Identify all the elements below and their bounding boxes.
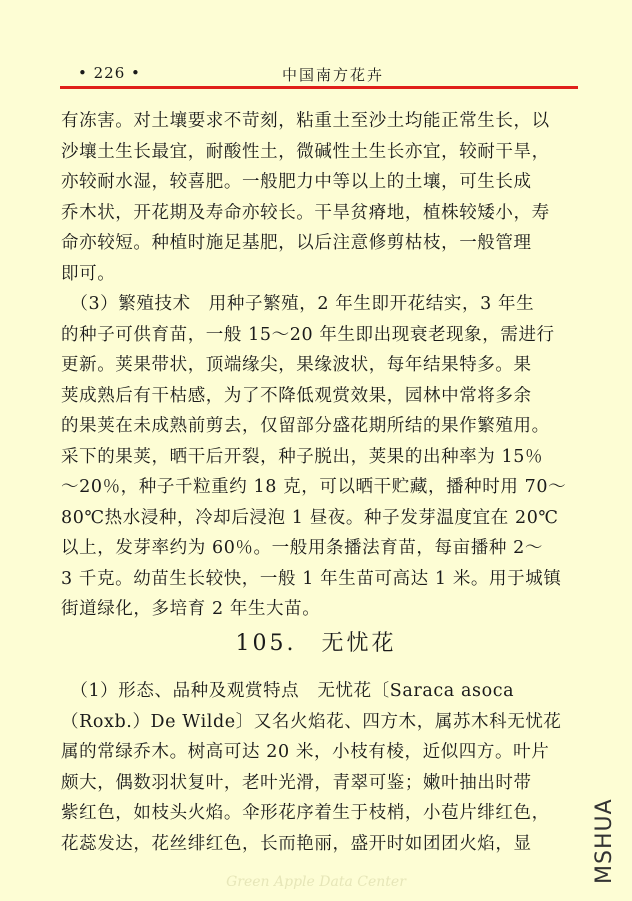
text-line: 花蕊发达，花丝绯红色，长而艳丽，盛开时如团团火焰，显: [61, 833, 532, 854]
text-line: 颇大，偶数羽状复叶，老叶光滑，青翠可鉴；嫩叶抽出时带: [61, 772, 532, 793]
text-line: 以上，发芽率约为 60％。一般用条播法育苗，每亩播种 2～: [61, 538, 543, 558]
text-line: 更新。荚果带状，顶端缘尖，果缘波状，每年结果特多。果: [61, 355, 532, 375]
text-line: 紫红色，如枝头火焰。伞形花序着生于枝梢，小苞片绯红色，: [61, 803, 550, 823]
text-line: 有冻害。对土壤要求不苛刻，粘重土至沙土均能正常生长，以: [61, 111, 550, 131]
text-line: 的种子可供育苗，一般 15～20 年生即出现衰老现象，需进行: [61, 324, 555, 345]
running-header: [60, 64, 580, 86]
text-line: 80℃热水浸种，冷却后浸泡 1 昼夜。种子发芽温度宜在 20℃: [61, 507, 559, 528]
section-title: 105. 无忧花: [235, 631, 397, 656]
text-line: 乔木状，开花期及寿命亦较长。干旱贫瘠地，植株较矮小，寿: [61, 202, 550, 223]
text-line: 3 千克。幼苗生长较快，一般 1 年生苗可高达 1 米。用于城镇: [61, 568, 562, 589]
text-line: 命亦较短。种植时施足基肥，以后注意修剪枯枝，一般管理: [61, 233, 532, 253]
text-line: 沙壤土生长最宜，耐酸性土，微碱性土生长亦宜，较耐干旱，: [61, 141, 550, 162]
body-text-lower: [61, 676, 581, 859]
text-line: （3）繁殖技术 用种子繁殖，2 年生即开花结实，3 年生: [61, 294, 535, 314]
side-watermark: MSHUA: [592, 798, 617, 884]
body-text-upper: [61, 106, 581, 625]
text-line: （1）形态、品种及观赏特点 无忧花〔Saraca asoca: [61, 681, 515, 701]
text-line: 亦较耐水湿，较喜肥。一般肥力中等以上的土壤，可生长成: [61, 172, 532, 192]
text-line: 荚成熟后有干枯感，为了不降低观赏效果，园林中常将多余: [61, 385, 532, 406]
text-line: ～20％，种子千粒重约 18 克，可以晒干贮藏，播种时用 70～: [61, 477, 567, 497]
text-line: 的果荚在未成熟前剪去，仅留部分盛花期所结的果作繁殖用。: [61, 416, 550, 436]
page-number: • 226 •: [78, 64, 141, 82]
header-rule: [60, 86, 578, 89]
book-title: 中国南方花卉: [282, 66, 385, 84]
text-line: （Roxb.）De Wilde〕又名火焰花、四方木，属苏木科无忧花: [61, 711, 562, 732]
text-line: 即可。: [61, 263, 116, 284]
text-line: 街道绿化，多培育 2 年生大苗。: [61, 599, 321, 619]
text-line: 属的常绿乔木。树高可达 20 米，小枝有棱，近似四方。叶片: [61, 742, 550, 762]
text-line: 采下的果荚，晒干后开裂，种子脱出，荚果的出种率为 15％: [61, 446, 544, 467]
footer-watermark: Green Apple Data Center: [226, 874, 406, 890]
